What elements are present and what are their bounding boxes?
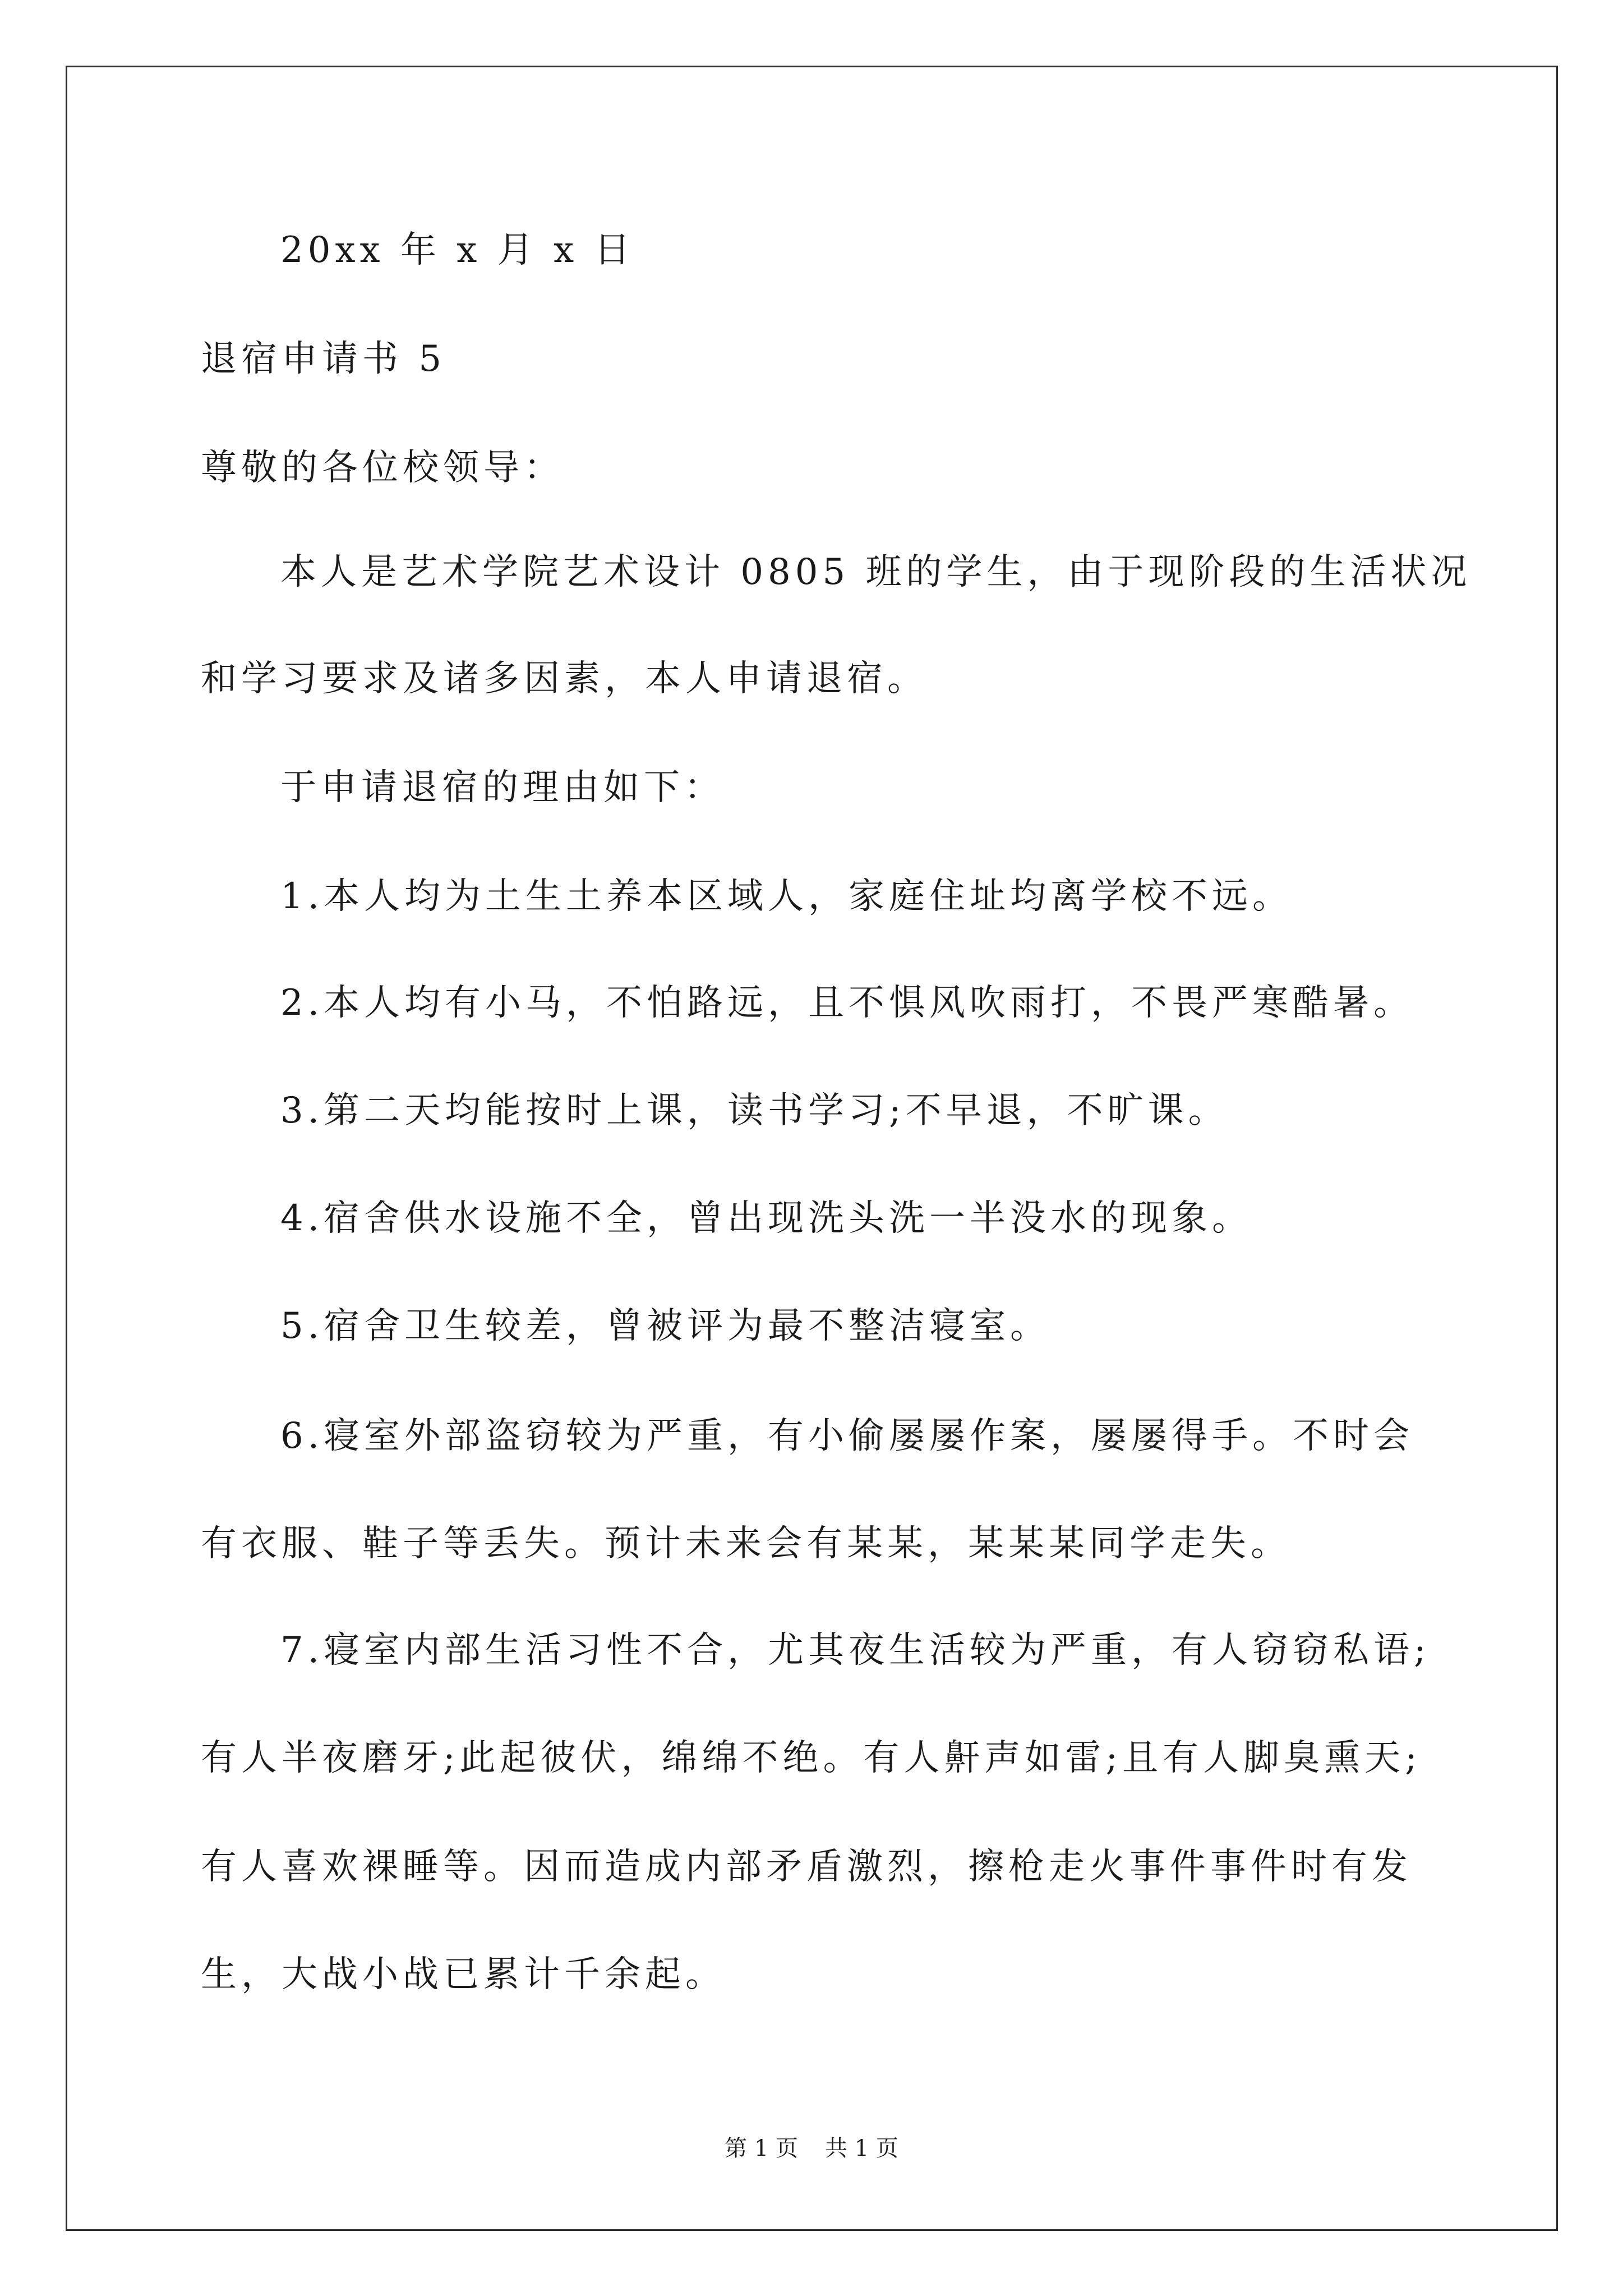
page-footer xyxy=(0,2131,1623,2162)
paragraph-line: 有人喜欢裸睡等。因而造成内部矛盾激烈，擦枪走火事件事件时有发 xyxy=(201,1846,1412,1888)
page-number: 第 1 页 xyxy=(725,2136,798,2161)
paragraph-line: 于申请退宿的理由如下： xyxy=(280,767,725,808)
reason-item: 3.第二天均能按时上课，读书学习;不早退，不旷课。 xyxy=(280,1090,1229,1131)
reason-item: 4.宿舍供水设施不全，曾出现洗头洗一半没水的现象。 xyxy=(280,1198,1253,1239)
paragraph-line: 和学习要求及诸多因素，本人申请退宿。 xyxy=(201,658,928,700)
reason-item: 2.本人均有小马，不怕路远，且不惧风吹雨打，不畏严寒酷暑。 xyxy=(280,982,1414,1024)
salutation: 尊敬的各位校领导： xyxy=(201,447,564,489)
document-title: 退宿申请书 5 xyxy=(201,338,446,380)
page-total: 共 1 页 xyxy=(825,2136,898,2161)
reason-item: 5.宿舍卫生较差，曾被评为最不整洁寝室。 xyxy=(280,1305,1051,1347)
date-line: 20xx 年 x 月 x 日 xyxy=(280,229,635,271)
paragraph-line: 有衣服、鞋子等丢失。预计未来会有某某，某某某同学走失。 xyxy=(201,1523,1291,1565)
paragraph-line: 有人半夜磨牙;此起彼伏，绵绵不绝。有人鼾声如雷;且有人脚臭熏天; xyxy=(201,1737,1422,1779)
page-border xyxy=(66,66,1558,2231)
reason-item: 1.本人均为土生土养本区域人，家庭住址均离学校不远。 xyxy=(280,876,1293,917)
reason-item: 6.寝室外部盗窃较为严重，有小偷屡屡作案，屡屡得手。不时会 xyxy=(280,1415,1414,1457)
paragraph-line: 本人是艺术学院艺术设计 0805 班的学生，由于现阶段的生活状况 xyxy=(280,551,1472,593)
reason-item: 7.寝室内部生活习性不合，尤其夜生活较为严重，有人窃窃私语; xyxy=(280,1630,1431,1671)
paragraph-line: 生，大战小战已累计千余起。 xyxy=(201,1954,726,1995)
